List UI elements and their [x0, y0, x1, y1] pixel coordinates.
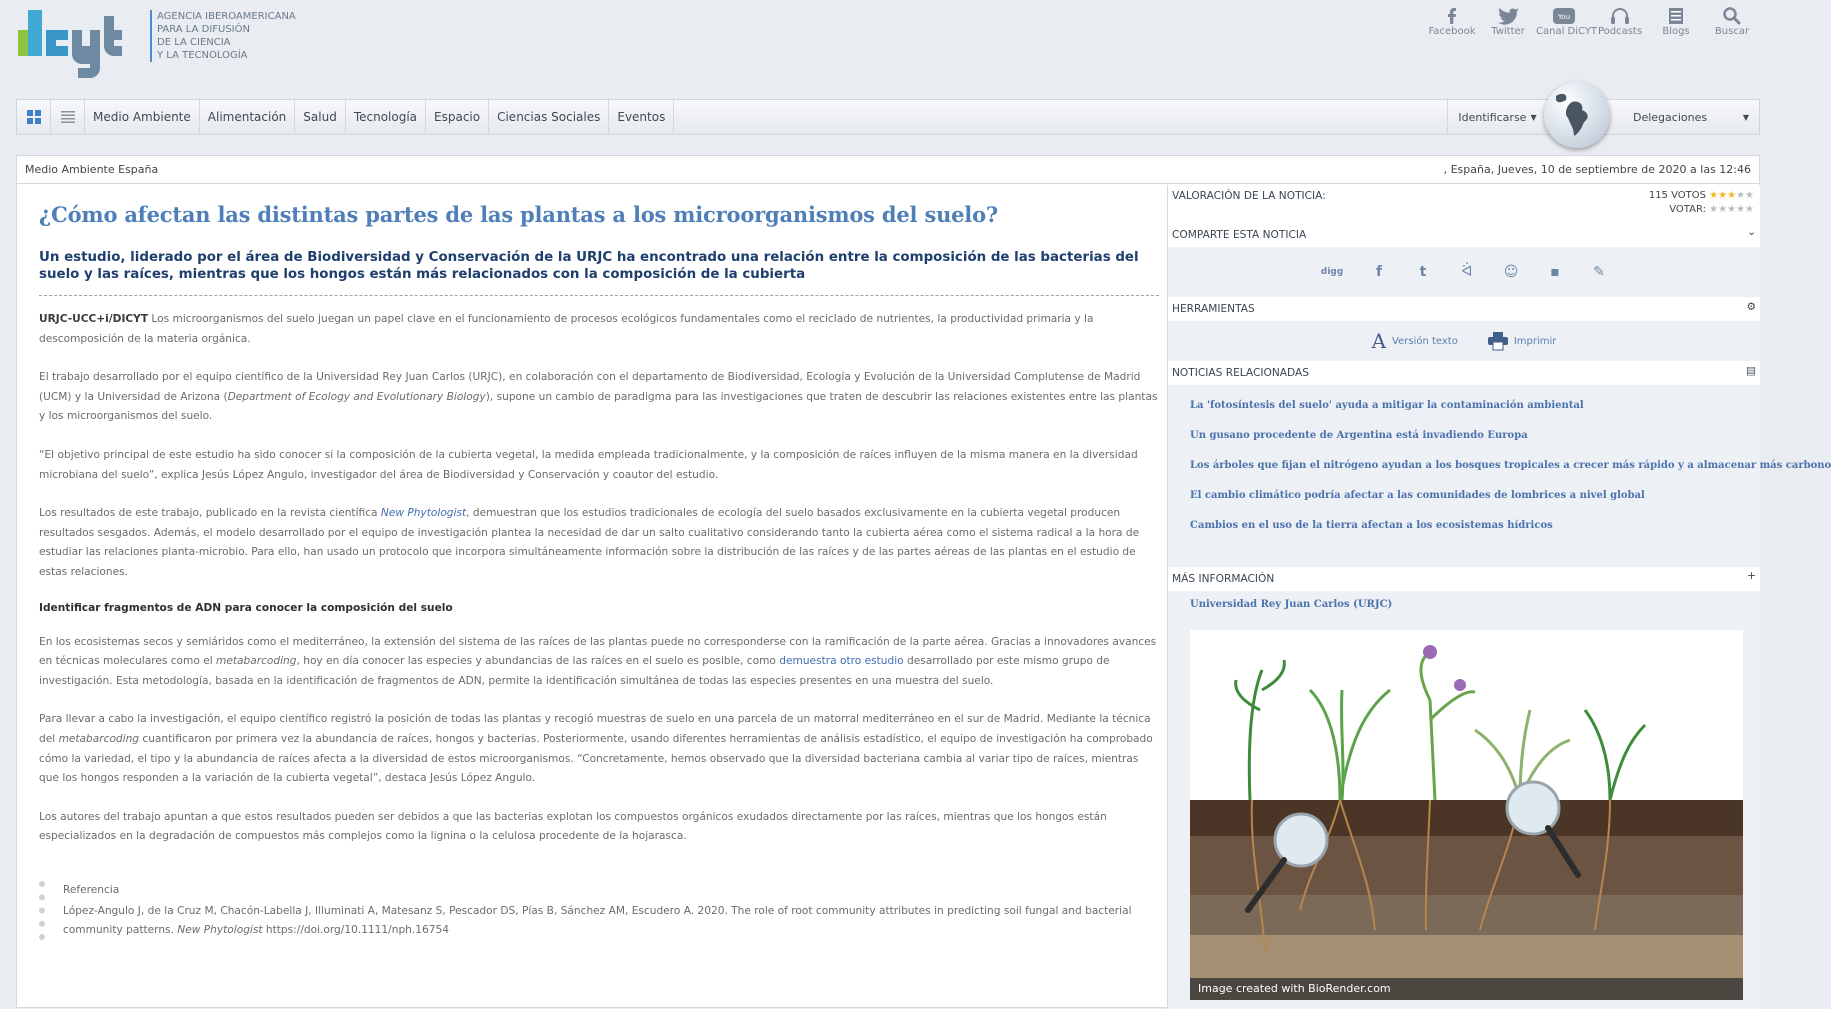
article-title: ¿Cómo afectan las distintas partes de las plantas a los microorganismos del suelo? [39, 202, 998, 227]
digg-icon[interactable]: digg [1320, 267, 1344, 277]
nav-salud[interactable]: Salud [295, 100, 346, 134]
list-icon [61, 111, 75, 123]
plus-icon[interactable]: + [1747, 570, 1756, 582]
nav-espacio[interactable]: Espacio [426, 100, 489, 134]
text-version-button[interactable] [1372, 329, 1458, 353]
paragraph-4: Los resultados de este trabajo, publicado en la revista científica New Phytologist, demuestran que los estudios tradicionales de ecología del suelo basados exclusivamente en la cubierta vegetal producen resultados sesgados. Además, el modelo desarrollado por el equipo de investigación plantea la necesidad de dar un salto cualitativo considerando tanto la cubierta aérea como el sistema radical a la hora de estudiar las relaciones planta-microbio. Para ello, han usado un protocolo que incorpora simultáneamente información sobre la distribución de las raíces y de las partes aéreas de las plantas en el estudio de estas relaciones. [39, 507, 1140, 578]
paragraph-5: En los ecosistemas secos y semiáridos como el mediterráneo, la extensión del sistema de las raíces de las plantas puede no corresponderse con la ramificación de la parte aérea. Gracias a innovadores avances en técnicas moleculares como el metabarcoding, hoy en día conocer las especies y abundancias de las raíces en el suelo es posible, como demuestra otro estudio desarrollado por este mismo grupo de investigación. Esta metodología, basada en la identificación de fragmentos de ADN, permite la identificación simultánea de todas las especies presentes en una muestra del suelo. [39, 635, 1157, 687]
nav-medio-ambiente[interactable]: Medio Ambiente [85, 100, 200, 134]
login-dropdown[interactable] [1447, 100, 1547, 134]
youtube-icon [1536, 0, 1592, 24]
related-header: NOTICIAS RELACIONADAS ▤ [1168, 361, 1760, 385]
image-caption: Image created with BioRender.com [1190, 978, 1743, 1000]
twitter-icon [1480, 0, 1536, 24]
svg-text:You: You [1557, 13, 1571, 21]
search-link[interactable]: Buscar [1704, 0, 1760, 40]
nav-alimentacion[interactable]: Alimentación [200, 100, 296, 134]
section-heading: Identificar fragmentos de ADN para conocer la composición del suelo [39, 601, 453, 614]
agency-tagline: AGENCIA IBEROAMERICANA PARA LA DIFUSIÓN DE LA CIENCIA Y LA TECNOLOGÍA [150, 10, 300, 62]
document-icon: ▤ [1745, 365, 1756, 377]
plants-soil-illustration [1190, 630, 1743, 1000]
tools-row [1168, 321, 1760, 361]
facebook-icon [1424, 0, 1480, 24]
facebook-link[interactable]: Facebook [1424, 0, 1480, 40]
paragraph-7: Los autores del trabajo apuntan a que estos resultados pueden ser debidos a que las bacterias explotan los compuestos orgánicos exudados directamente por las raíces, mientras que los hongos están especializados en la degradación de compuestos más complejos como la lignina o la celulosa procedente de la hojarasca. [39, 810, 1107, 843]
article-subtitle: Un estudio, liderado por el área de Biodiversidad y Conservación de la URJC ha encontrado una relación entre la composición de las bacterias del suelo y las raíces, mientras que los hongos están más relacionados con la composición de la cubierta [39, 249, 1159, 296]
twitter-link[interactable]: Twitter [1480, 0, 1536, 40]
caret-down-icon: ▼ [1530, 112, 1537, 122]
share-buttons [1168, 247, 1760, 297]
vote-label: VOTAR: [1669, 204, 1706, 215]
article-body [39, 196, 1159, 847]
podcast-icon [1592, 0, 1648, 24]
publish-date: , España, Jueves, 10 de septiembre de 2020 a las 12:46 [1443, 163, 1751, 176]
paragraph-3: “El objetivo principal de este estudio ha sido conocer si la composición de la cubierta vegetal, la medida empleada tradicionalmente, y la composición de raíces influyen de la misma manera en la diversidad microbiana del suelo”, explica Jesús López Angulo, investigador del área de Biodiversidad y Conservación y coautor del estudio. [39, 448, 1138, 481]
content-panel [16, 155, 1831, 1008]
share-header: COMPARTE ESTA NOTICIA ⌄ [1168, 223, 1760, 247]
urjc-link[interactable]: Universidad Rey Juan Carlos (URJC) [1190, 599, 1393, 610]
more-info-header: MÁS INFORMACIÓN + [1168, 567, 1760, 591]
twitter-share-icon[interactable]: t [1419, 264, 1427, 280]
facebook-share-icon[interactable]: f [1375, 264, 1383, 280]
email-share-icon[interactable]: ✎ [1593, 264, 1605, 280]
nav-tecnologia[interactable]: Tecnología [346, 100, 426, 134]
blog-icon [1648, 0, 1704, 24]
source-tag: URJC-UCC+i/DICYT [39, 313, 149, 325]
grid-icon [27, 110, 41, 124]
login-label: Identificarse [1458, 110, 1527, 124]
related-news-item[interactable]: La 'fotosíntesis del suelo' ayuda a mitigar la contaminación ambiental [1190, 400, 1584, 411]
paragraph-2: El trabajo desarrollado por el equipo científico de la Universidad Rey Juan Carlos (URJC), en colaboración con el departamento de Biodiversidad, Ecología y Evolución de la Universidad Complutense de Madrid (UCM) y la Universidad de Arizona (Department of Ecology and Evolutionary Biology), supone un cambio de paradigma para las investigaciones que traten de descubrir las relaciones existentes entre las plantas y los microorganismos del suelo. [39, 371, 1158, 423]
chevron-down-icon[interactable]: ⌄ [1747, 226, 1756, 238]
font-a-icon: A [1371, 329, 1387, 353]
rating-header: VALORACIÓN DE LA NOTICIA: 115 VOTOS ★★★★★ VOTAR: ★★★★★ [1168, 185, 1760, 223]
globe-icon[interactable] [1544, 82, 1610, 148]
new-phytologist-link[interactable]: New Phytologist [380, 507, 467, 520]
reference-label: Referencia [63, 884, 120, 896]
dicyt-logo[interactable] [18, 8, 142, 84]
text-version-label: Versión texto [1392, 335, 1458, 347]
tools-header: HERRAMIENTAS ⚙ [1168, 297, 1760, 321]
caret-down-icon: ▼ [1742, 112, 1749, 122]
related-news-item[interactable]: Los árboles que fijan el nitrógeno ayudan a los bosques tropicales a crecer más rápido y a almacenar más carbono [1190, 460, 1831, 471]
section-label[interactable]: Medio Ambiente España [25, 163, 159, 176]
rating-stars: ★★★ [1709, 190, 1737, 201]
votes-count: 115 VOTOS [1648, 190, 1706, 201]
paragraph-1: URJC-UCC+i/DICYT Los microorganismos del suelo juegan un papel clave en el funcionamiento de procesos ecológicos fundamentales como el reciclado de nutrientes, la productividad primaria y la descomposición de la materia orgánica. [39, 313, 1094, 345]
delegaciones-dropdown[interactable] [1617, 100, 1761, 134]
search-icon [1704, 0, 1760, 24]
related-news-item[interactable]: El cambio climático podría afectar a las comunidades de lombrices a nivel global [1190, 490, 1645, 501]
youtube-link[interactable]: You Canal DiCYT [1536, 0, 1592, 40]
article-illustration[interactable] [1190, 630, 1743, 1000]
blogs-link[interactable]: Blogs [1648, 0, 1704, 40]
reddit-icon[interactable]: ☺ [1503, 264, 1519, 280]
reference-text: López-Angulo J, de la Cruz M, Chacón-Labella J, Illuminati A, Matesanz S, Pescador DS, Pías B, Sánchez AM, Escudero A. 2020. The role of root community attributes in predicting soil fungal and bacterial community patterns. New Phytologist https://doi.org/10.1111/nph.16754 [63, 905, 1132, 936]
delicious-icon[interactable]: ᐛ [1461, 264, 1473, 280]
list-view-button[interactable] [51, 100, 85, 134]
gear-icon[interactable]: ⚙ [1746, 301, 1756, 313]
related-news-list [1168, 385, 1831, 567]
squares-icon[interactable]: ▪ [1550, 264, 1560, 280]
print-label: Imprimir [1513, 335, 1557, 347]
vote-stars[interactable]: ★★★★★ [1709, 204, 1754, 215]
other-study-link[interactable]: demuestra otro estudio [779, 655, 904, 668]
nav-eventos[interactable]: Eventos [609, 100, 674, 134]
podcast-link[interactable]: Podcasts [1592, 0, 1648, 40]
related-news-item[interactable]: Cambios en el uso de la tierra afectan a los ecosistemas hídricos [1190, 520, 1553, 531]
print-button[interactable] [1488, 332, 1557, 350]
section-strip [17, 156, 1759, 184]
sidebar [1167, 185, 1831, 1009]
main-navbar [16, 99, 1760, 135]
rating-box: 115 VOTOS ★★★★★ VOTAR: ★★★★★ [1648, 190, 1754, 215]
delegaciones-label: Delegaciones [1633, 110, 1708, 124]
top-social-bar [1424, 0, 1760, 40]
printer-icon [1488, 332, 1508, 350]
related-news-item[interactable]: Un gusano procedente de Argentina está invadiendo Europa [1190, 430, 1528, 441]
reference-box [39, 881, 1159, 940]
grid-view-button[interactable] [17, 100, 51, 134]
paragraph-6: Para llevar a cabo la investigación, el equipo científico registró la posición de todas las plantas y recogió muestras de suelo en una parcela de un matorral mediterráneo en el sur de Madrid. Mediante la técnica del metabarcoding cuantificaron por primera vez la abundancia de raíces, hongos y bacterias. Posteriormente, usando diferentes herramientas de análisis estadístico, el equipo de investigación ha comprobado cómo la variedad, el tipo y la abundancia de raíces afecta a la diversidad de estos microorganismos. “Concretamente, hemos observado que la diversidad bacteriana cambia al variar tipo de raíces, mientras que los hongos responden a la variación de la cubierta vegetal”, destaca Jesús López Angulo. [39, 713, 1153, 785]
nav-ciencias-sociales[interactable]: Ciencias Sociales [489, 100, 609, 134]
